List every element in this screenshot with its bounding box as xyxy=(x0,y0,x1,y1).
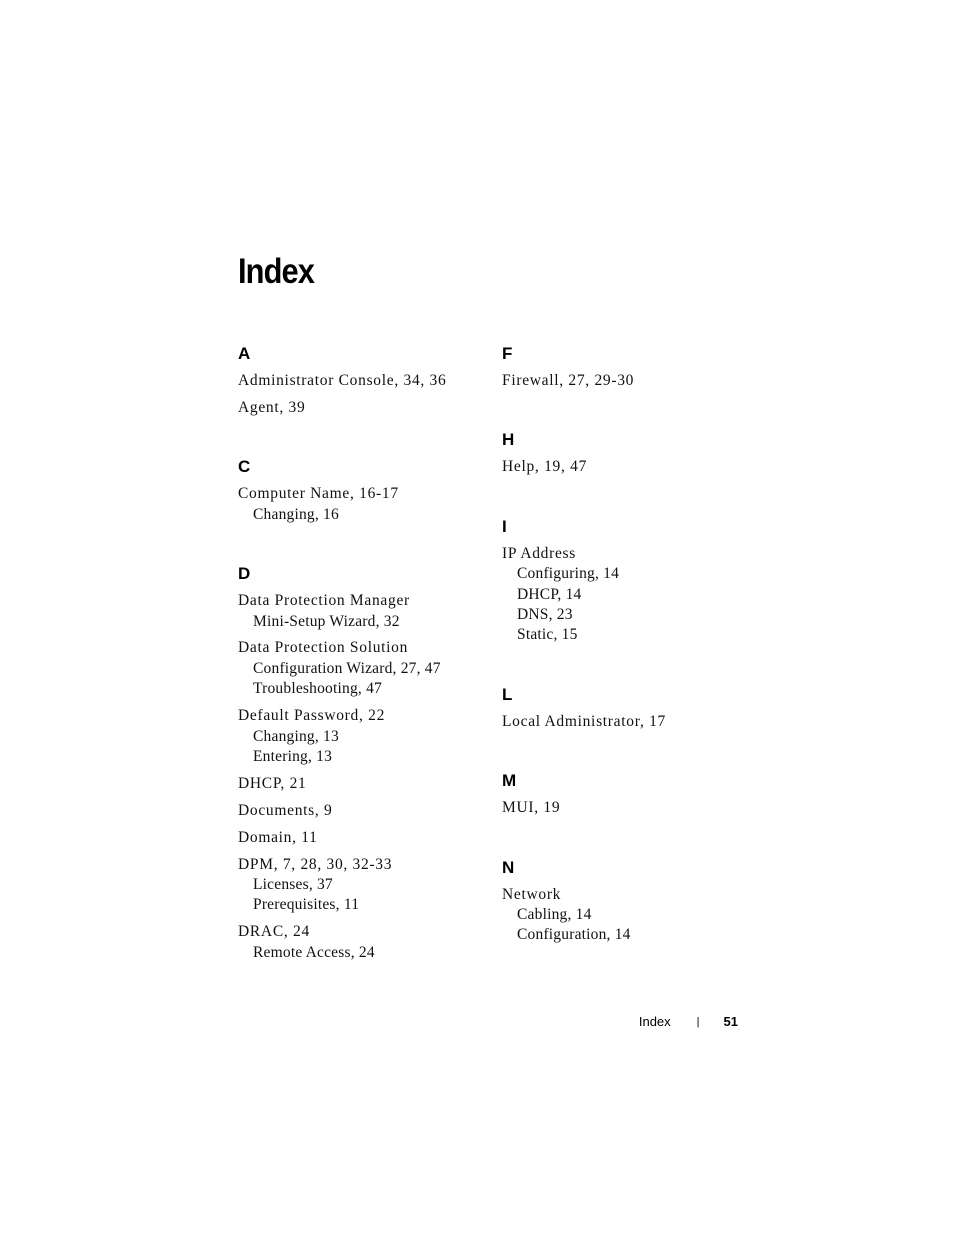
index-entry xyxy=(502,798,747,818)
index-section xyxy=(502,429,747,477)
index-entry xyxy=(238,706,483,767)
index-entry xyxy=(502,544,747,646)
index-entry xyxy=(502,457,747,477)
index-column-left xyxy=(238,343,483,963)
index-entry xyxy=(238,398,483,418)
index-section xyxy=(502,770,747,818)
index-entry xyxy=(238,855,483,916)
entry-subterm: Cabling, 14 xyxy=(517,906,592,924)
entry-term: Data Protection Solution xyxy=(238,639,409,657)
index-column-right xyxy=(502,343,747,946)
entry-subterm: Remote Access, 24 xyxy=(253,943,375,961)
entry-subterm: Licenses, 37 xyxy=(253,876,333,893)
entry-list xyxy=(502,712,747,732)
index-entry xyxy=(238,591,483,632)
entry-term: IP Address xyxy=(502,544,577,562)
section-letter: F xyxy=(502,344,513,363)
entry-term: DPM, 7, 28, 30, 32-33 xyxy=(238,855,393,873)
entry-term: Network xyxy=(502,885,562,903)
section-letter: I xyxy=(502,516,507,536)
entry-term: DRAC, 24 xyxy=(238,923,310,941)
entry-term: Documents, 9 xyxy=(238,801,333,819)
entry-list xyxy=(502,798,747,818)
entry-term: Help, 19, 47 xyxy=(502,458,588,476)
index-section xyxy=(238,343,483,418)
entry-subterm: DNS, 23 xyxy=(517,606,573,624)
entry-subterm: Static, 15 xyxy=(517,626,578,644)
entry-list xyxy=(502,457,747,477)
entry-subterm: Configuration, 14 xyxy=(517,926,631,944)
index-entry xyxy=(238,774,483,794)
entry-subterm: Changing, 13 xyxy=(253,727,339,745)
entry-term: Domain, 11 xyxy=(238,828,318,846)
entry-list xyxy=(238,371,483,418)
entry-term: Firewall, 27, 29-30 xyxy=(502,372,635,389)
entry-subterm: Configuring, 14 xyxy=(517,565,620,583)
entry-term: Agent, 39 xyxy=(238,398,306,416)
index-entry xyxy=(238,484,483,525)
section-letter: C xyxy=(238,457,251,477)
index-entry xyxy=(502,885,747,946)
footer-label: Index xyxy=(638,1014,671,1029)
entry-term: Administrator Console, 34, 36 xyxy=(238,372,447,389)
entry-list xyxy=(238,484,483,525)
entry-list xyxy=(502,371,747,391)
entry-subterm: Changing, 16 xyxy=(253,505,339,523)
page-number: 51 xyxy=(723,1014,738,1029)
entry-term: DHCP, 21 xyxy=(238,774,307,792)
entry-term: Data Protection Manager xyxy=(238,592,410,610)
entry-list xyxy=(502,544,747,646)
section-letter: D xyxy=(238,564,251,584)
entry-list xyxy=(502,885,747,946)
entry-term: MUI, 19 xyxy=(502,799,561,817)
entry-subterm: DHCP, 14 xyxy=(517,585,582,603)
index-entry xyxy=(238,638,483,699)
index-section xyxy=(502,343,747,391)
entry-subterm: Configuration Wizard, 27, 47 xyxy=(253,659,441,677)
entry-subterm: Troubleshooting, 47 xyxy=(253,680,382,698)
entry-term: Local Administrator, 17 xyxy=(502,712,666,730)
index-section xyxy=(238,563,483,963)
footer-separator: | xyxy=(696,1015,700,1028)
entry-subterm: Entering, 13 xyxy=(253,747,333,765)
page-title: Index xyxy=(238,252,315,291)
entry-list xyxy=(238,591,483,963)
entry-term: Computer Name, 16-17 xyxy=(238,485,399,503)
section-letter: M xyxy=(502,771,517,791)
index-section xyxy=(502,857,747,946)
entry-term: Default Password, 22 xyxy=(238,707,386,725)
index-entry xyxy=(238,828,483,848)
index-section xyxy=(502,516,747,646)
section-letter: N xyxy=(502,857,515,877)
section-letter: H xyxy=(502,430,515,450)
index-entry xyxy=(238,371,483,391)
index-entry xyxy=(502,712,747,732)
entry-subterm: Mini-Setup Wizard, 32 xyxy=(253,612,400,630)
section-letter: L xyxy=(502,684,513,704)
index-entry xyxy=(502,371,747,391)
section-letter: A xyxy=(238,344,251,363)
index-section xyxy=(238,456,483,525)
index-entry xyxy=(238,801,483,821)
index-section xyxy=(502,684,747,732)
index-entry xyxy=(238,922,483,963)
entry-subterm: Prerequisites, 11 xyxy=(253,896,360,914)
page-footer xyxy=(639,1014,738,1029)
